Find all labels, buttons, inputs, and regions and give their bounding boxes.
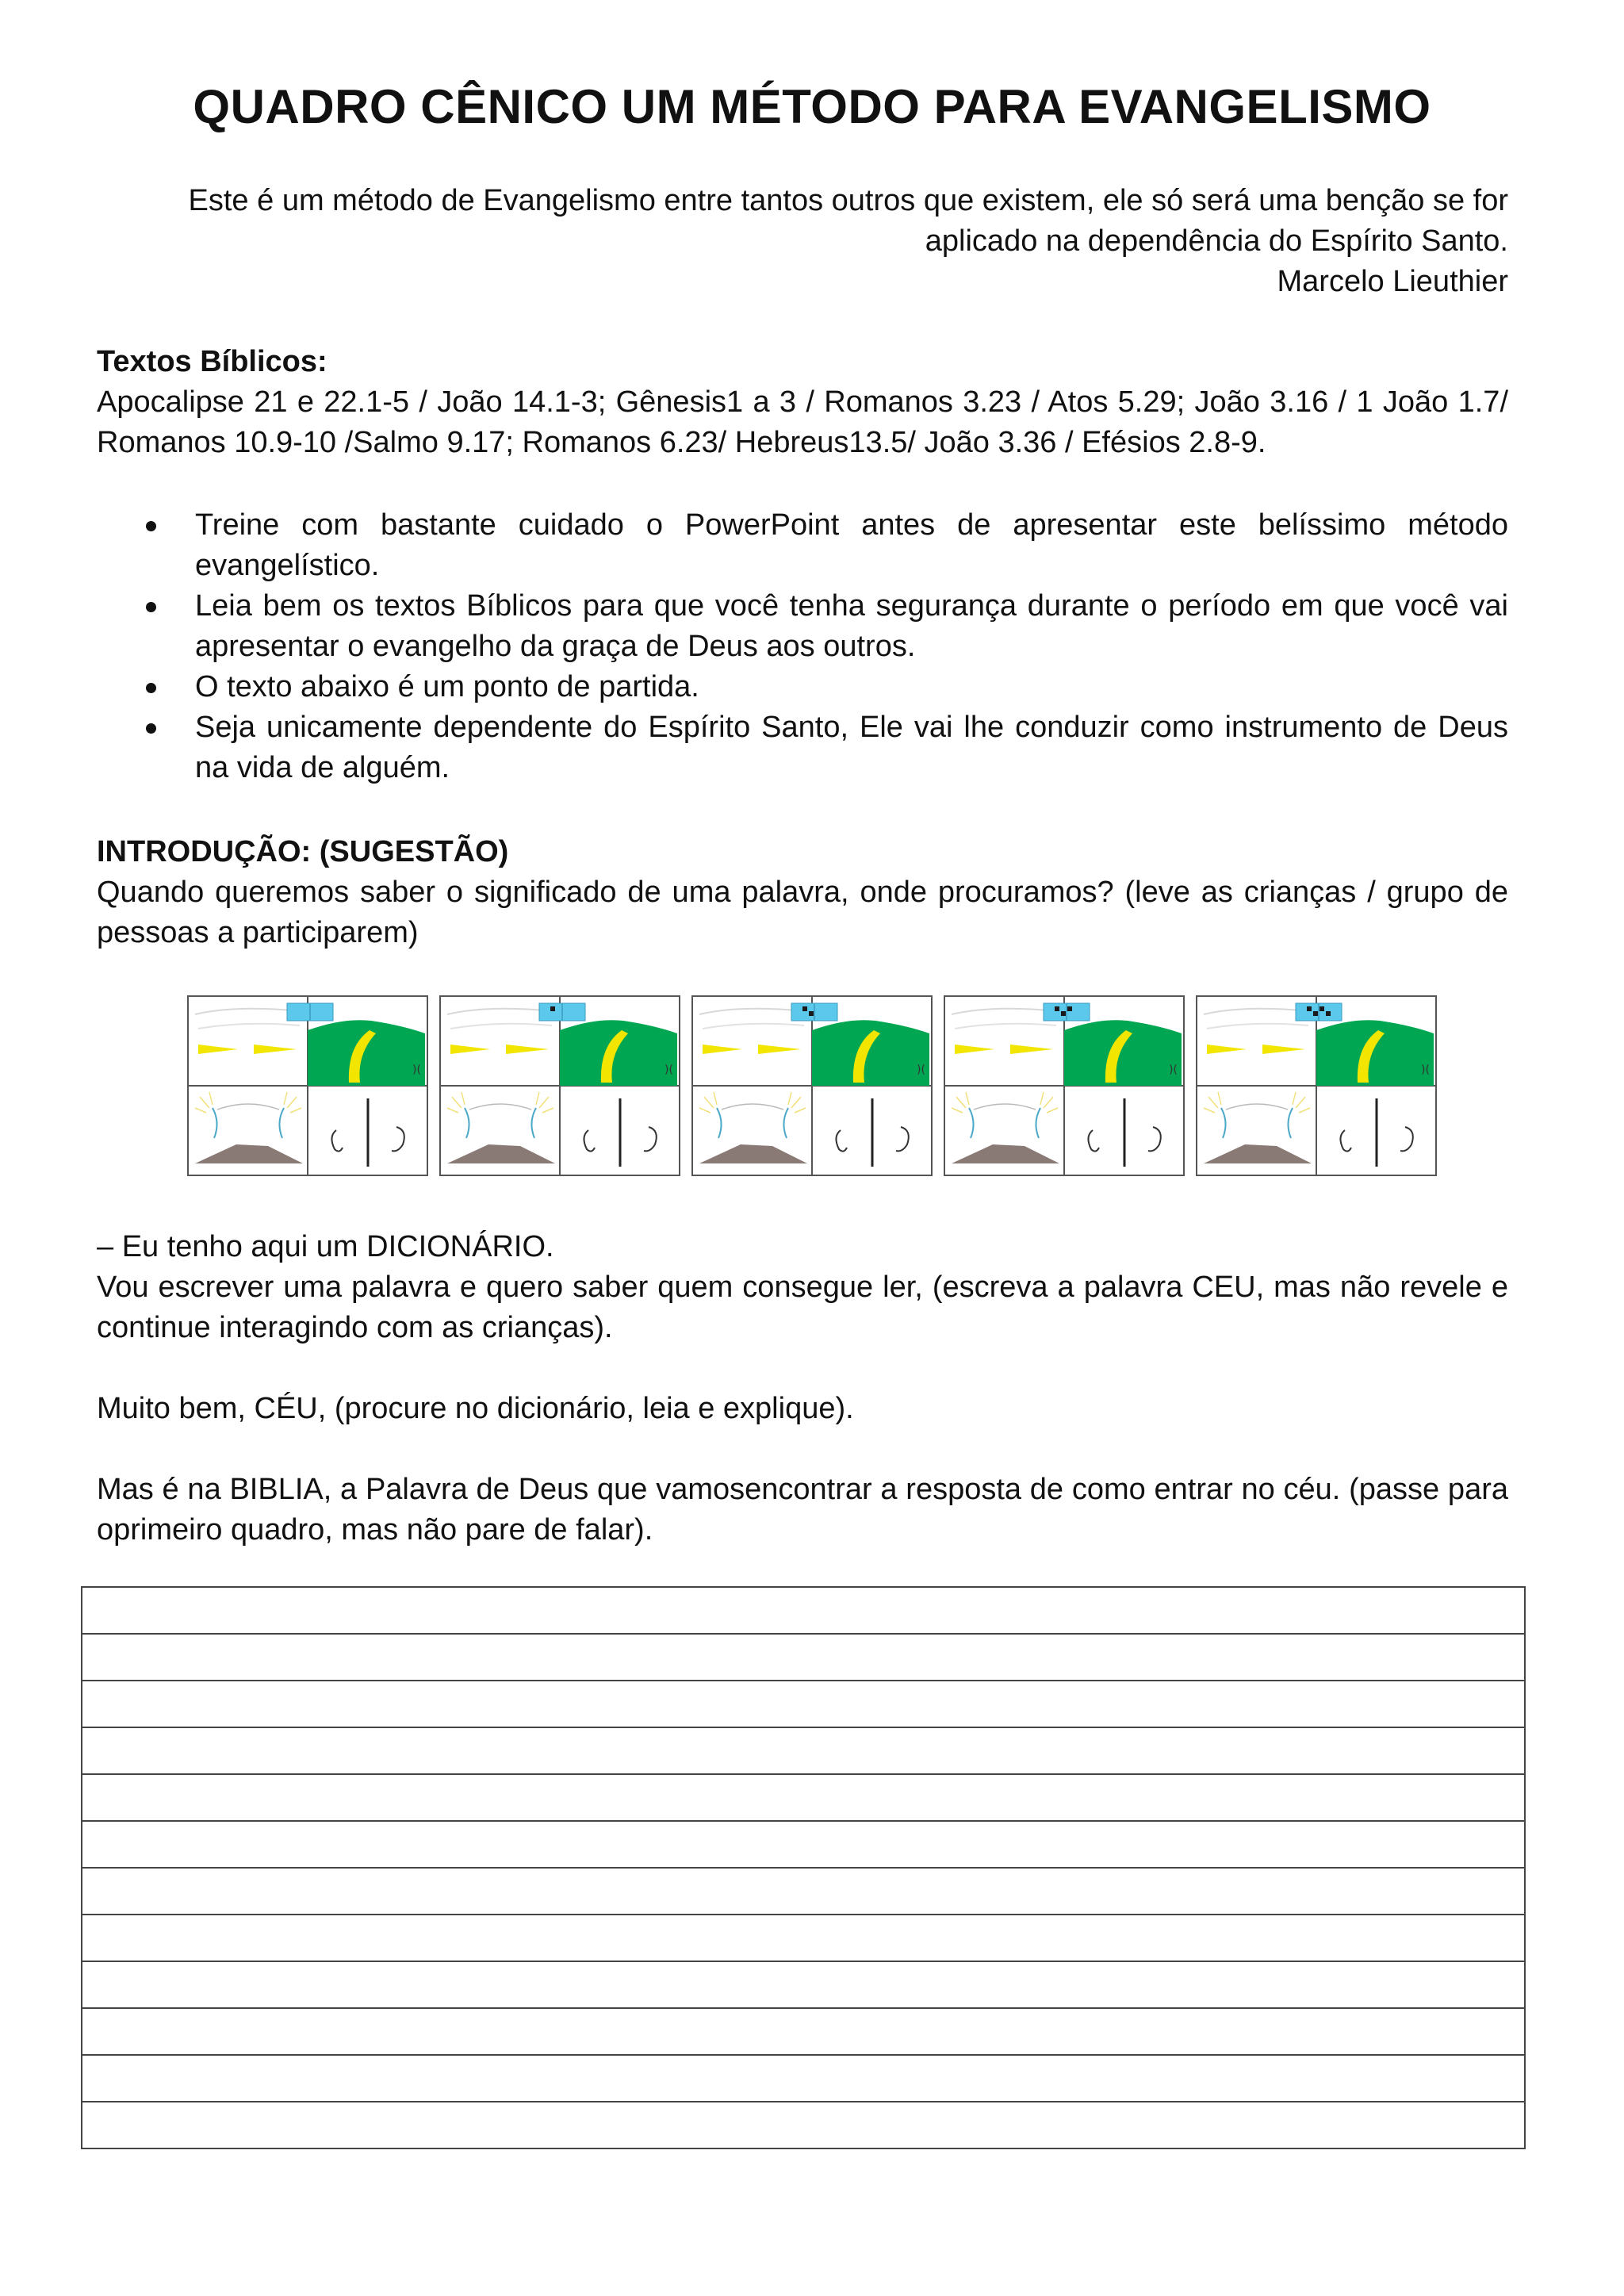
writing-line[interactable]: [82, 1728, 1524, 1775]
list-item: O texto abaixo é um ponto de partida.: [97, 667, 1508, 707]
paragraph-write-word: Vou escrever uma palavra e quero saber quem consegue ler, (escreva a palavra CEU, mas não revele e continue interagindo com as crianças).: [97, 1271, 1508, 1344]
scenic-panels-strip: [187, 995, 1438, 1178]
writing-line[interactable]: [82, 1635, 1524, 1681]
scene-panel: [944, 995, 1185, 1176]
writing-line[interactable]: [82, 1588, 1524, 1635]
intro-line-2: aplicado na dependência do Espírito Santo.: [925, 224, 1508, 258]
texts-heading: Textos Bíblicos:: [97, 345, 327, 378]
page-title: QUADRO CÊNICO UM MÉTODO PARA EVANGELISMO: [193, 80, 1431, 133]
introduction-section: [97, 832, 1508, 953]
svg-text:)(: )(: [1169, 1064, 1178, 1076]
bullet-section: [97, 505, 1508, 788]
svg-text:)(: )(: [412, 1064, 421, 1076]
writing-line[interactable]: [82, 2009, 1524, 2056]
list-item: Leia bem os textos Bíblicos para que você tenha segurança durante o período em que você vai apresentar o evangelho da graça de Deus aos outros.: [97, 586, 1508, 667]
writing-line[interactable]: [82, 1775, 1524, 1822]
writing-line[interactable]: [82, 1962, 1524, 2009]
scene-panel: [691, 995, 933, 1176]
scene-panel: [187, 995, 428, 1176]
texts-body: Apocalipse 21 e 22.1-5 / João 14.1-3; Gênesis1 a 3 / Romanos 3.23 / Atos 5.29; João 3.16 / 1 João 1.7/ Romanos 10.9-10 /Salmo 9.17; Romanos 6.23/ Hebreus13.5/ João 3.36 / Efésios 2.8-9.: [97, 385, 1508, 459]
writing-line[interactable]: [82, 2102, 1524, 2149]
writing-line[interactable]: [82, 1822, 1524, 1869]
bullet-list: [97, 505, 1508, 788]
paragraph-ceu: Muito bem, CÉU, (procure no dicionário, leia e explique).: [97, 1392, 854, 1425]
introduction-question: Quando queremos saber o significado de uma palavra, onde procuramos? (leve as crianças / grupo de pessoas a participarem): [97, 876, 1508, 949]
texts-section: [97, 342, 1508, 463]
introduction-heading: INTRODUÇÃO: (SUGESTÃO): [97, 835, 509, 868]
intro-block: [97, 181, 1508, 302]
intro-author: Marcelo Lieuthier: [1277, 265, 1508, 298]
svg-text:)(: )(: [917, 1064, 925, 1076]
writing-line[interactable]: [82, 1681, 1524, 1728]
writing-line[interactable]: [82, 1869, 1524, 1915]
list-item: Seja unicamente dependente do Espírito Santo, Ele vai lhe conduzir como instrumento de Deus na vida de alguém.: [97, 707, 1508, 788]
svg-text:)(: )(: [665, 1064, 673, 1076]
svg-text:)(: )(: [1421, 1064, 1430, 1076]
scene-panel: [1196, 995, 1437, 1176]
writing-lines-box[interactable]: [81, 1586, 1526, 2149]
paragraph-dictionary: – Eu tenho aqui um DICIONÁRIO.: [97, 1230, 554, 1263]
writing-line[interactable]: [82, 1915, 1524, 1962]
paragraph-bible: Mas é na BIBLIA, a Palavra de Deus que vamosencontrar a resposta de como entrar no céu. (passe para oprimeiro quadro, mas não pare de falar).: [97, 1473, 1508, 1547]
intro-line-1: Este é um método de Evangelismo entre tantos outros que existem, ele só será uma benção se for: [188, 184, 1508, 217]
list-item: Treine com bastante cuidado o PowerPoint antes de apresentar este belíssimo método evangelístico.: [97, 505, 1508, 586]
narrative-section: [97, 1227, 1508, 1550]
scene-panel: [439, 995, 680, 1176]
writing-line[interactable]: [82, 2056, 1524, 2102]
